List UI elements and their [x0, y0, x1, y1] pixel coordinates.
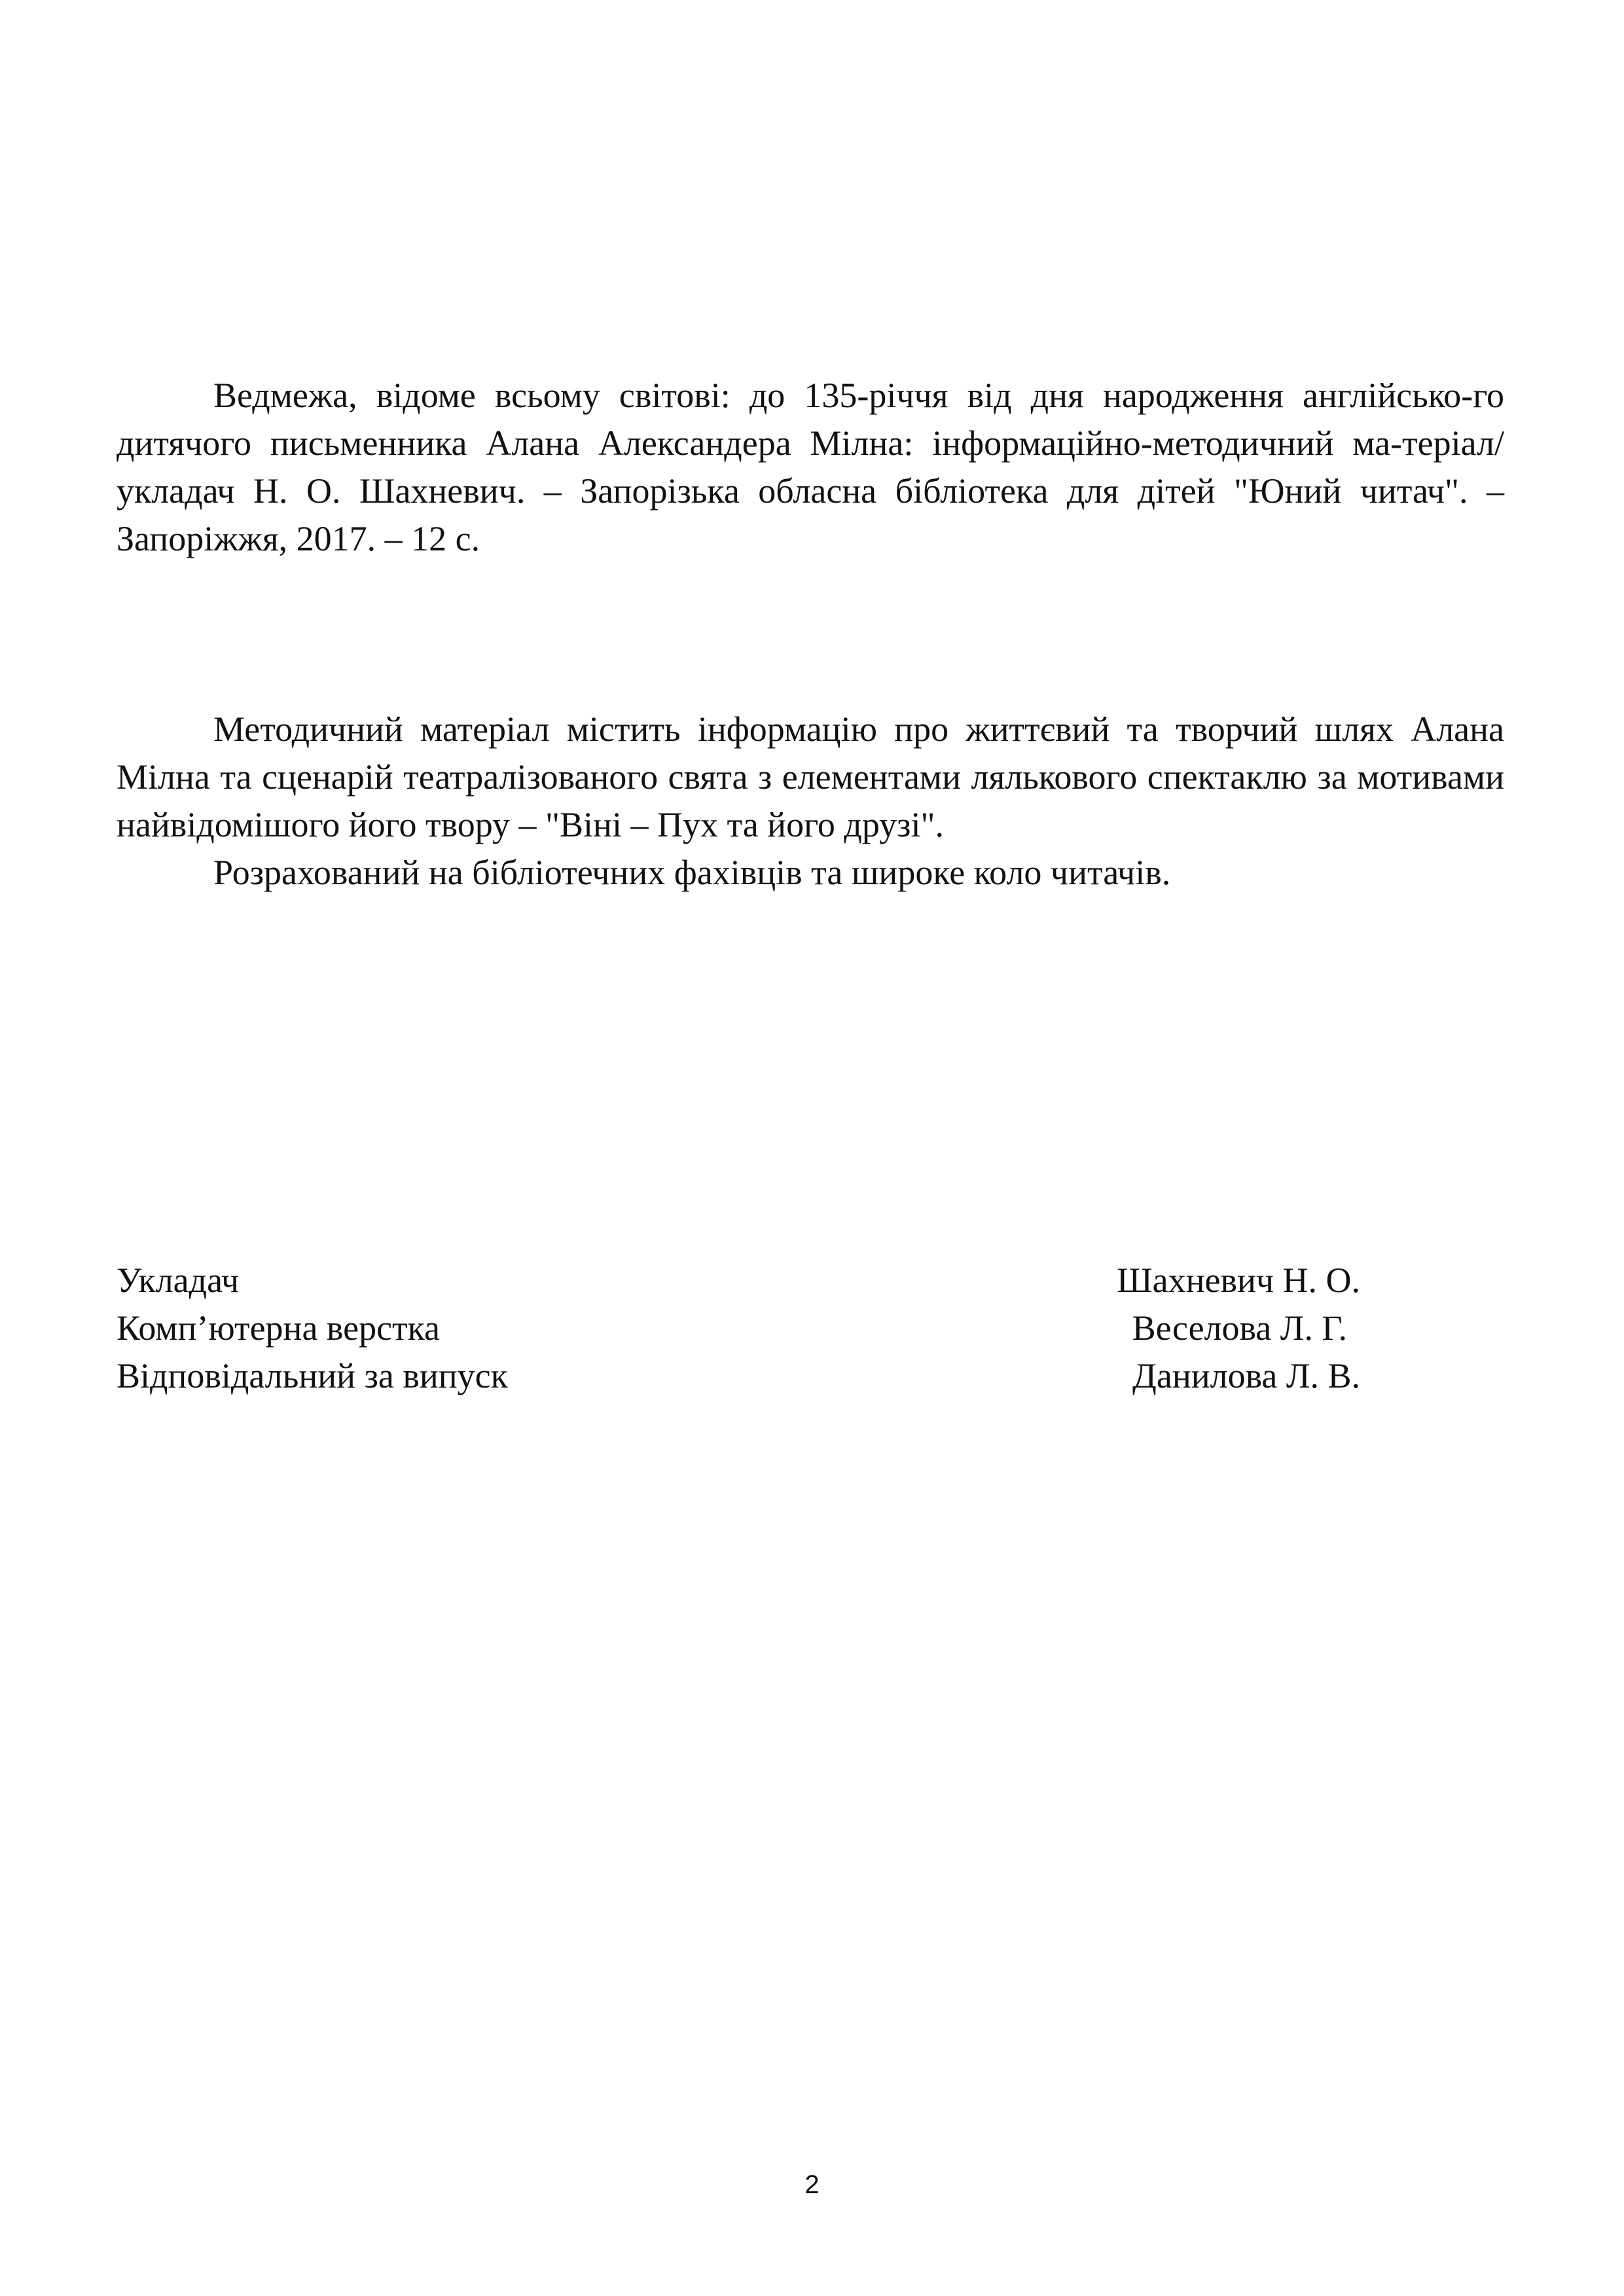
credit-role: Комп’ютерна верстка	[117, 1308, 441, 1348]
credit-name: Данилова Л. В.	[1132, 1356, 1360, 1395]
credit-role: Укладач	[117, 1261, 240, 1300]
bibliographic-annotation	[117, 372, 1504, 563]
bibliographic-entry: Ведмежа, відоме всьому світові: до 135-річчя від дня народження англійсько-го дитячого письменника Алана Александера Мілна: інформаційно-методичний ма-теріал/укладач Н. О. Шахневич. – Запорізька обласна бібліотека для дітей "Юний читач". – Запоріжжя, 2017. – 12 с.	[117, 376, 1504, 558]
credit-name: Веселова Л. Г.	[1132, 1308, 1347, 1348]
credit-name: Шахневич Н. О.	[1117, 1261, 1360, 1300]
audience-paragraph: Розрахований на бібліотечних фахівців та широке коло читачів.	[213, 853, 1171, 892]
credit-role: Відповідальний за випуск	[117, 1356, 508, 1395]
credit-row-compiler	[117, 1257, 1360, 1304]
credit-row-responsible	[117, 1352, 1360, 1400]
page-number: 2	[804, 2170, 820, 2199]
credit-row-layout	[117, 1304, 1360, 1352]
description-paragraph: Методичний матеріал містить інформацію про життєвий та творчий шлях Алана Мілна та сценарій театралізованого свята з елементами лялькового спектаклю за мотивами найвідомішого його твору – "Віні – Пух та його друзі".	[117, 709, 1504, 844]
description-section	[117, 706, 1504, 897]
credits-block	[117, 1257, 1360, 1400]
